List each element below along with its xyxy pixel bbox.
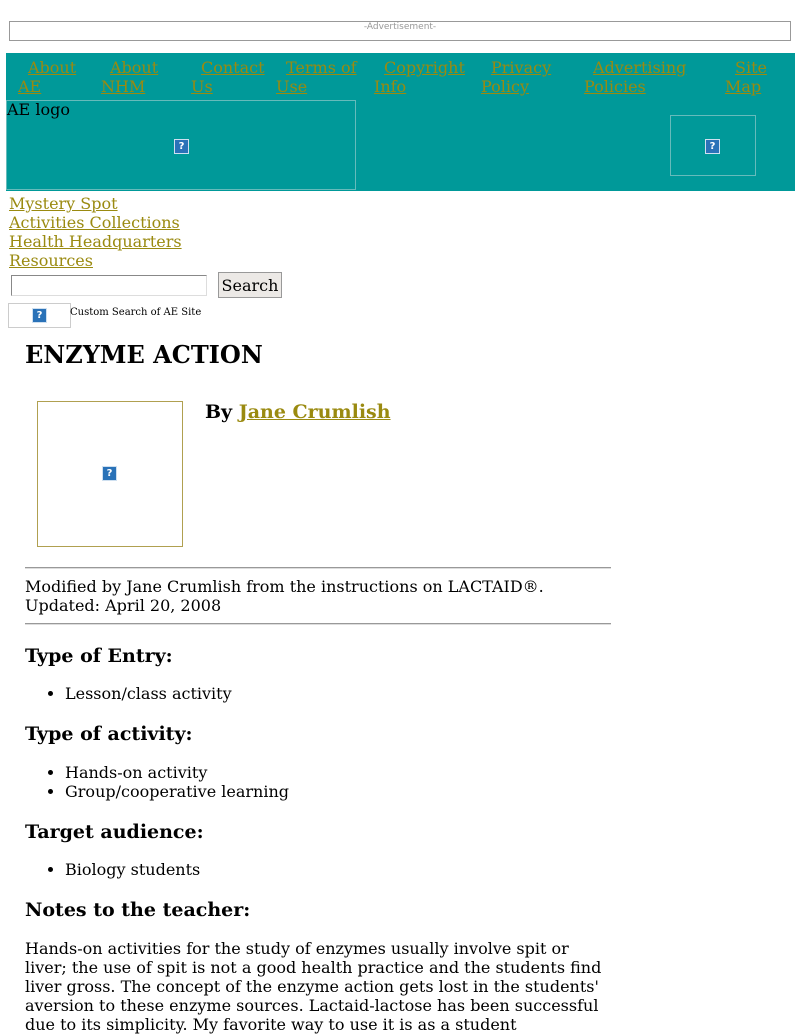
broken-image-icon: ? bbox=[32, 308, 47, 323]
author-link[interactable]: Jane Crumlish bbox=[238, 401, 391, 423]
nav-link-site-map-line2[interactable]: Map bbox=[725, 77, 762, 96]
link-health-headquarters[interactable]: Health Headquarters bbox=[9, 232, 182, 251]
nav-link-privacy-policy[interactable]: Privacy bbox=[491, 58, 552, 77]
advertisement-banner[interactable] bbox=[9, 21, 791, 41]
nav-link-contact-us[interactable]: Contact bbox=[201, 58, 265, 77]
author-photo bbox=[37, 401, 183, 547]
link-activities-collections[interactable]: Activities Collections bbox=[9, 213, 180, 232]
custom-search-label: Custom Search of AE Site bbox=[70, 307, 202, 318]
list-target-audience bbox=[25, 860, 200, 879]
nav-link-contact-us-line2[interactable]: Us bbox=[191, 77, 213, 96]
divider bbox=[25, 623, 611, 625]
link-resources[interactable]: Resources bbox=[9, 251, 93, 270]
search-input[interactable] bbox=[11, 275, 207, 296]
list-item: • Group/cooperative learning bbox=[65, 782, 289, 801]
nav-link-copyright-info-line2[interactable]: Info bbox=[374, 77, 407, 96]
by-label: By bbox=[205, 401, 233, 423]
section-links bbox=[9, 194, 182, 270]
article-meta bbox=[25, 577, 544, 615]
search-button[interactable]: Search bbox=[218, 272, 282, 298]
custom-search-logo bbox=[8, 303, 71, 328]
ae-logo[interactable] bbox=[6, 100, 356, 190]
heading-type-of-activity: Type of activity: bbox=[25, 723, 193, 745]
page-title: ENZYME ACTION bbox=[25, 340, 263, 369]
nav-link-advertising-policies-line2[interactable]: Policies bbox=[584, 77, 646, 96]
divider bbox=[25, 567, 611, 569]
updated-date: Updated: April 20, 2008 bbox=[25, 596, 222, 615]
notes-paragraph: Hands-on activities for the study of enzymes usually involve spit or liver; the use of spit is not a good health practice and the students find liver gross. The concept of the enzyme action gets lost in the students' aversion to these enzyme sources. Lactaid-lactose has been successful due to its simplicity. My favorite way to use it is as a student bbox=[25, 939, 602, 1034]
nav-link-about-ae-line2[interactable]: AE bbox=[18, 77, 42, 96]
broken-image-icon: ? bbox=[102, 466, 117, 481]
nav-link-about-nhm-line2[interactable]: NHM bbox=[101, 77, 146, 96]
list-item: • Lesson/class activity bbox=[65, 684, 232, 703]
nav-link-privacy-policy-line2[interactable]: Policy bbox=[481, 77, 529, 96]
list-item: • Hands-on activity bbox=[65, 763, 289, 782]
modified-note: Modified by Jane Crumlish from the instructions on LACTAID®. bbox=[25, 577, 544, 596]
logo-alt-text: AE logo bbox=[7, 100, 70, 119]
nav-link-terms-of-use-line2[interactable]: Use bbox=[276, 77, 308, 96]
heading-notes-to-teacher: Notes to the teacher: bbox=[25, 899, 251, 921]
broken-image-icon: ? bbox=[705, 139, 720, 154]
broken-image-icon: ? bbox=[174, 139, 189, 154]
list-type-of-entry bbox=[25, 684, 232, 703]
heading-target-audience: Target audience: bbox=[25, 821, 204, 843]
byline bbox=[205, 400, 391, 424]
nav-link-advertising-policies[interactable]: Advertising bbox=[593, 58, 687, 77]
nav-link-site-map[interactable]: Site bbox=[735, 58, 767, 77]
header-image-right[interactable] bbox=[670, 115, 756, 176]
heading-type-of-entry: Type of Entry: bbox=[25, 645, 173, 667]
advertisement-label: -Advertisement- bbox=[363, 22, 437, 32]
list-type-of-activity bbox=[25, 763, 289, 801]
nav-link-terms-of-use[interactable]: Terms of bbox=[286, 58, 357, 77]
link-mystery-spot[interactable]: Mystery Spot bbox=[9, 194, 118, 213]
nav-link-copyright-info[interactable]: Copyright bbox=[384, 58, 465, 77]
list-item: • Biology students bbox=[65, 860, 200, 879]
nav-link-about-nhm[interactable]: About bbox=[110, 58, 159, 77]
site-header bbox=[6, 53, 795, 191]
nav-link-about-ae[interactable]: About bbox=[28, 58, 77, 77]
